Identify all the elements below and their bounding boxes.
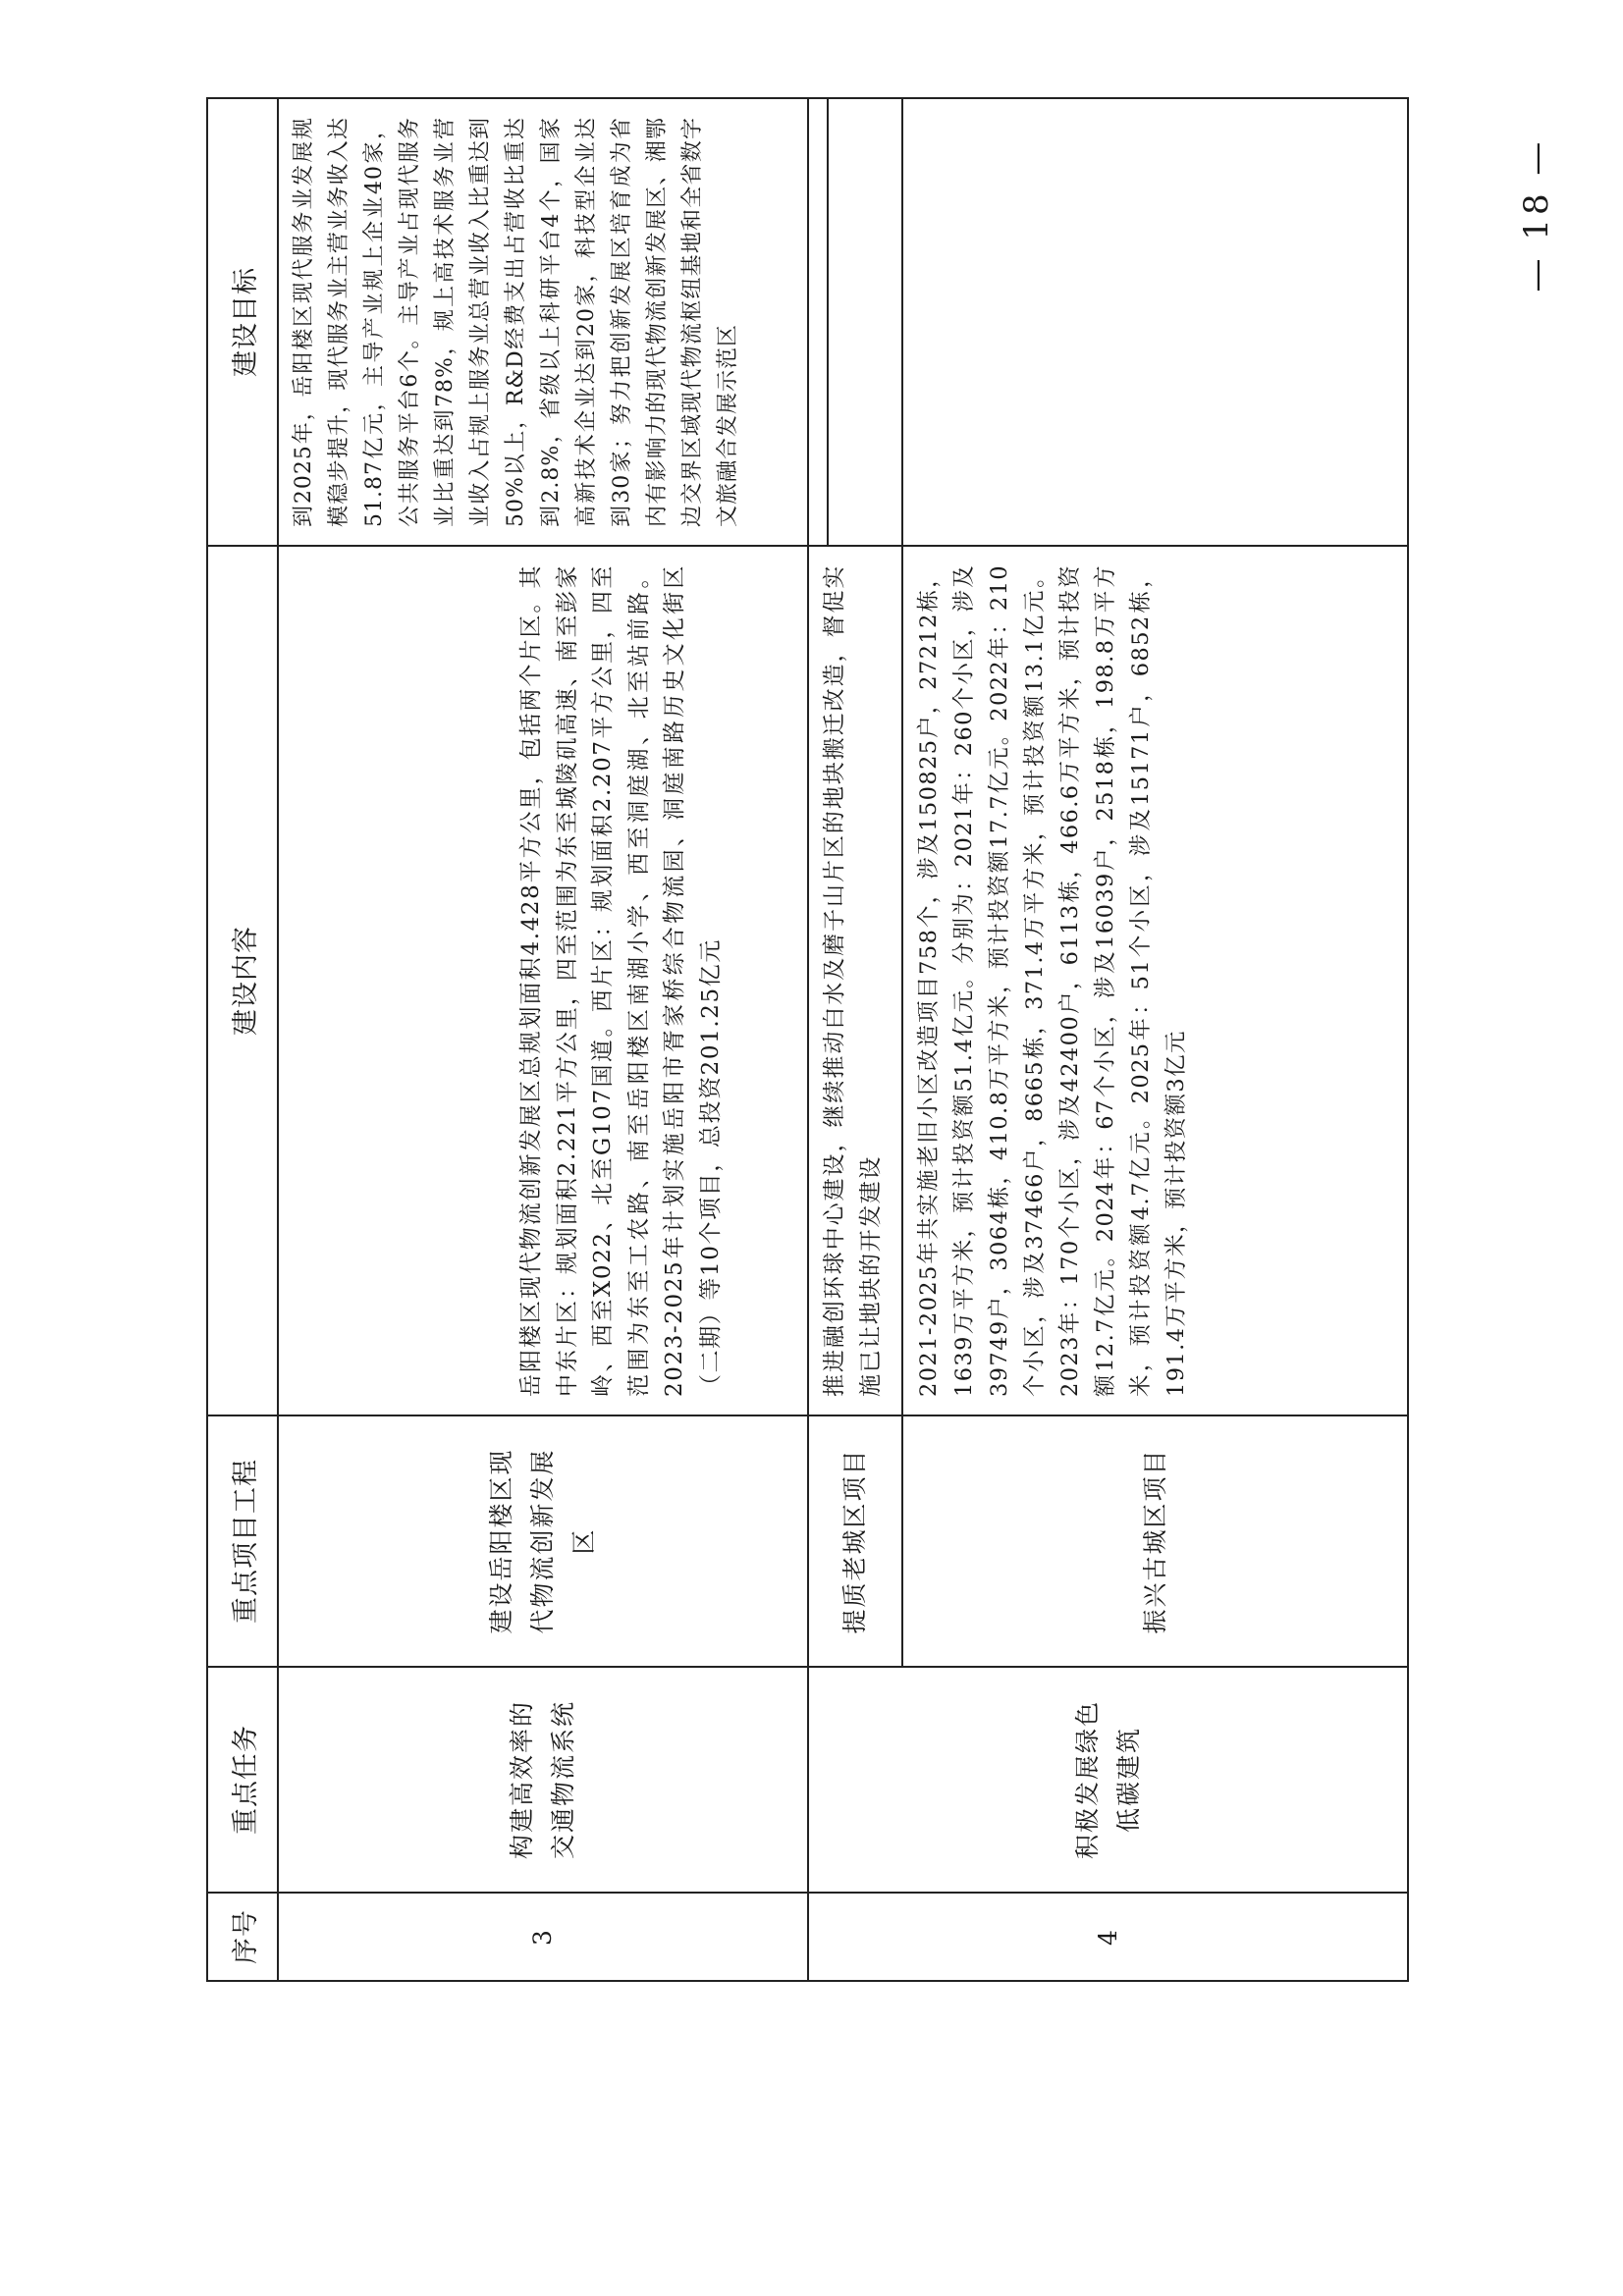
header-project: 重点项目工程 xyxy=(230,1459,261,1624)
row-project xyxy=(279,1416,807,1666)
project-table xyxy=(206,97,1409,1982)
row-content xyxy=(809,547,901,1415)
row-content-text: 推进融创环球中心建设，继续推动白水及磨子山片区的地块搬迁改造，督促实施已让地块的开发建设 xyxy=(822,564,884,1397)
row-content-text: 2021-2025年共实施老旧小区改造项目758个，涉及150825户，27212栋，1639万平方米，预计投资额51.4亿元。分别为：2021年：260个小区，涉及39749户，3064栋，410.8万平方米，预计投资额17.7亿元。2022年：210个小区，涉及37466户，8665栋，371.4万平方米，预计投资额13.1亿元。2023年：170个小区，涉及42400户，6113栋，466.6万平方米，预计投资额12.7亿元。2024年：67个小区，涉及16039户，2518栋，198.8万平方米，预计投资额4.7亿元。2025年：51个小区，涉及15171户，6852栋，191.4万平方米，预计投资额3亿元 xyxy=(916,564,1189,1397)
row-content xyxy=(279,547,807,1415)
row-goal xyxy=(903,99,1407,545)
row-content xyxy=(903,547,1407,1415)
row-task xyxy=(809,1668,1407,1892)
row-project xyxy=(903,1416,1407,1666)
header-content: 建设内容 xyxy=(230,926,261,1036)
header-task: 重点任务 xyxy=(230,1725,261,1835)
row-project-text: 提质老城区项目 xyxy=(840,1448,869,1634)
row-project-text: 振兴古城区项目 xyxy=(1140,1448,1169,1634)
row-seq xyxy=(809,1894,1407,1980)
row-project-text: 建设岳阳楼区现代物流创新发展区 xyxy=(487,1448,598,1634)
row-task xyxy=(279,1668,807,1892)
header-seq: 序号 xyxy=(230,1909,261,1964)
row-goal xyxy=(279,99,807,545)
header-goal: 建设目标 xyxy=(230,267,261,377)
page-number: — 18 — xyxy=(1517,137,1556,293)
row-project xyxy=(809,1416,901,1666)
row-seq-text: 3 xyxy=(528,1928,557,1946)
row-content-text: 岳阳楼区现代物流创新发展区总规划面积4.428平方公里，包括两个片区。其中东片区：规划面积2.221平方公里，四至范围为东至城陵矶高速、南至彭家岭、西至X022、北至G107国道。西片区：规划面积2.207平方公里，四至范围为东至工农路、南至岳阳楼区南湖小学、西至洞庭湖、北至站前路。2023-2025年计划实施岳阳市胥家桥综合物流园、洞庭南路历史文化街区（二期）等10个项目，总投资201.25亿元 xyxy=(518,564,724,1397)
row-goal xyxy=(809,99,901,545)
row-task-text: 构建高效率的交通物流系统 xyxy=(508,1700,577,1860)
row-seq xyxy=(279,1894,807,1980)
row-seq-text: 4 xyxy=(1093,1928,1122,1946)
row-task-text: 积极发展绿色低碳建筑 xyxy=(1072,1700,1143,1860)
row-goal-text: 到2025年，岳阳楼区现代服务业发展规模稳步提升，现代服务业主营业务收入达51.87亿元，主导产业规上企业40家，公共服务平台6个。主导产业占现代服务业比重达到78%，规上高技术服务业营业收入占规上服务业总营业收入比重达到50%以上，R&D经费支出占营收比重达到2.8%，省级以上科研平台4个，国家高新技术企业达到20家，科技型企业达到30家；努力把创新发展区培育成为省内有影响力的现代物流创新发展区、湘鄂边交界区域现代物流枢纽基地和全省数字文旅融合发展示范区 xyxy=(292,117,740,527)
